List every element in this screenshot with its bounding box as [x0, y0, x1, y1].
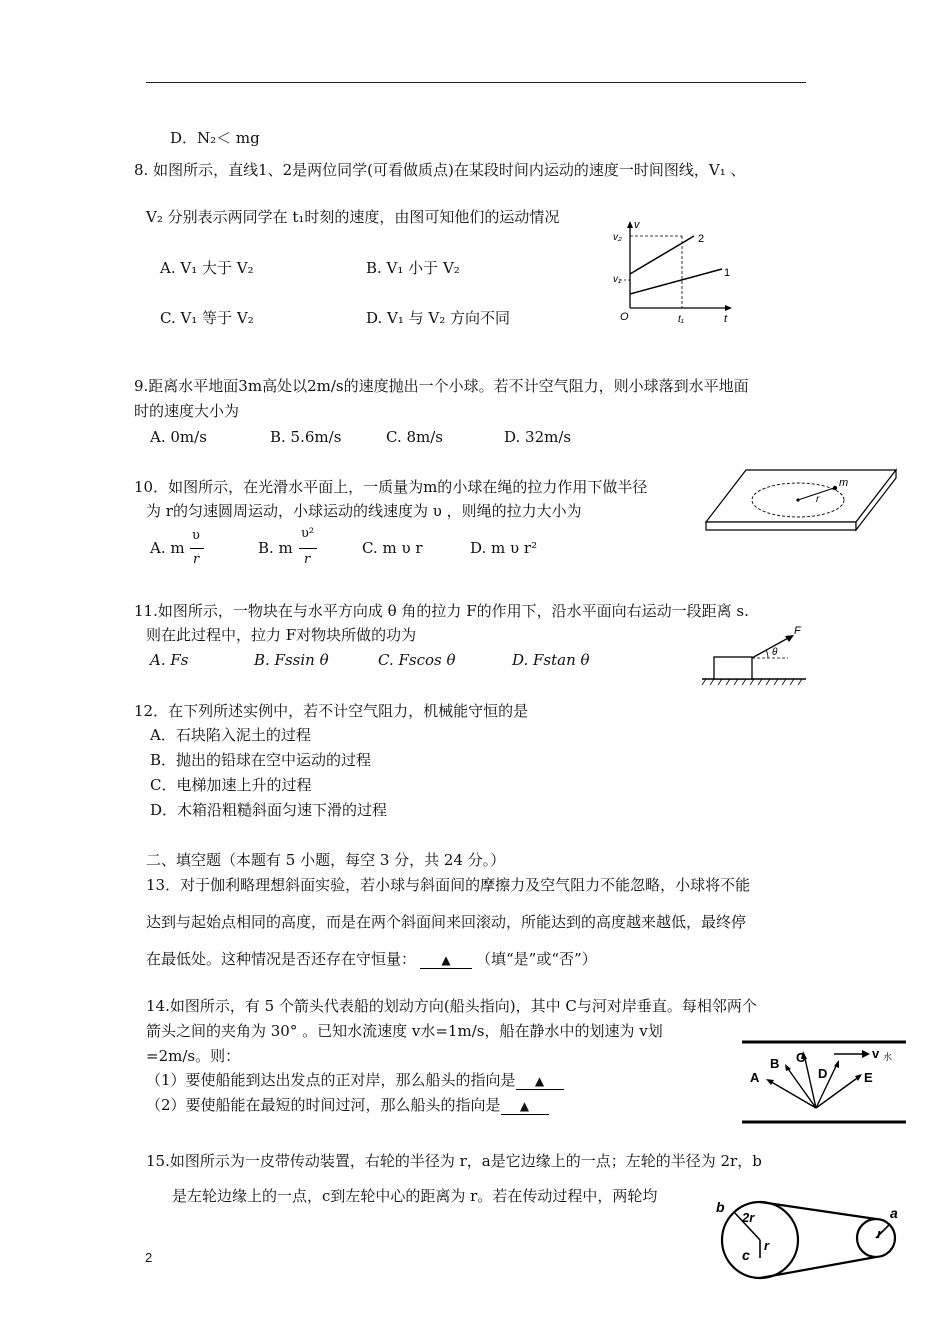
q8-vt-graph — [610, 218, 740, 328]
header-rule — [146, 82, 806, 83]
q11-option-b: B. Fssin θ — [254, 651, 329, 669]
q11-block-figure — [702, 624, 806, 688]
q10-option-a-den: r — [193, 552, 200, 567]
ground-hatch — [702, 679, 802, 685]
q13-line3-prefix: 在最低处。这种情况是否还存在守恒量： — [146, 950, 417, 968]
c-label: c — [742, 1247, 750, 1263]
q9-option-a: A. 0m/s — [150, 428, 207, 446]
q12-stem: 12．在下列所述实例中，若不计空气阻力，机械能守恒的是 — [134, 702, 529, 720]
q13-line1: 13．对于伽利略理想斜面实验，若小球与斜面间的摩擦力及空气阻力不能忽略，小球将不能 — [146, 876, 751, 894]
r-label: r — [816, 494, 820, 505]
q8-option-a: A. V₁ 大于 V₂ — [160, 259, 254, 277]
a-label: a — [890, 1205, 898, 1221]
q15-line1: 15.如图所示为一皮带传动装置，右轮的半径为 r，a是它边缘上的一点；左轮的半径为 2r，b — [146, 1152, 762, 1170]
theta-arc — [766, 650, 768, 658]
q11-option-c: C. Fscos θ — [378, 651, 456, 669]
q12-option-b: B．抛出的铅球在空中运动的过程 — [150, 751, 372, 769]
q13-line2: 达到与起始点相同的高度，而是在两个斜面间来回滚动，所能达到的高度越来越低，最终停 — [146, 913, 747, 931]
q13-answer-blank[interactable]: ▲ — [420, 952, 472, 969]
t1-label: t₁ — [678, 314, 684, 325]
t-axis-arrow — [725, 305, 732, 311]
q14-sub2-text: （2）要使船能在最短的时间过河，那么船头的指向是 — [146, 1096, 501, 1114]
force-line — [752, 637, 790, 658]
q8-option-c: C. V₁ 等于 V₂ — [160, 309, 254, 327]
q10-option-a-num: υ — [192, 528, 200, 543]
label-b: B — [770, 1056, 780, 1071]
section-2-heading: 二、填空题（本题有 5 小题，每空 3 分，共 24 分。） — [146, 851, 506, 869]
two-r-label: 2r — [742, 1210, 755, 1225]
q14-line3: =2m/s。则： — [146, 1047, 241, 1065]
q10-option-a-prefix: A. m — [150, 539, 185, 557]
r-right-label: r — [877, 1226, 883, 1241]
q12-option-c: C．电梯加速上升的过程 — [150, 776, 312, 794]
t-label: t — [724, 313, 728, 325]
belt-top — [760, 1202, 876, 1219]
q8-option-d: D. V₁ 与 V₂ 方向不同 — [366, 309, 511, 327]
v-axis-arrow — [627, 221, 633, 228]
line1-label: 1 — [724, 267, 731, 279]
q12-option-d: D．木箱沿粗糙斜面匀速下滑的过程 — [150, 801, 388, 819]
q11-option-a: A. Fs — [150, 651, 189, 669]
line-1 — [630, 269, 722, 294]
q12-option-a: A．石块陷入泥土的过程 — [150, 726, 311, 744]
label-d: D — [818, 1066, 828, 1081]
q9-option-c: C. 8m/s — [386, 428, 443, 446]
v1-label: v₁ — [613, 274, 622, 285]
current-arrowhead — [862, 1050, 870, 1058]
label-a: A — [750, 1070, 760, 1085]
q14-boat-figure — [742, 1040, 906, 1126]
arrowhead-d — [834, 1060, 839, 1068]
q7-option-d: D．N₂＜ mg — [170, 129, 260, 147]
q10-option-c: C. m υ r — [362, 539, 423, 557]
m-label: m — [839, 477, 849, 489]
q14-line1: 14.如图所示，有 5 个箭头代表船的划动方向(船头指向)，其中 C与河对岸垂直。每相邻两个 — [146, 997, 757, 1015]
q9-option-b: B. 5.6m/s — [270, 428, 342, 446]
line-2 — [630, 236, 694, 274]
q9-stem-line1: 9.距离水平地面3m高处以2m/s的速度抛出一个小球。若不计空气阻力，则小球落到水平地面 — [134, 377, 749, 395]
q8-stem-line2: V₂ 分别表示两同学在 t₁时刻的速度，由图可知他们的运动情况 — [146, 208, 560, 226]
q14-sub2-blank[interactable]: ▲ — [501, 1098, 549, 1115]
q14-sub2 — [146, 1095, 549, 1115]
current-sub-label: 水 — [883, 1052, 893, 1062]
r-left-label: r — [764, 1238, 770, 1253]
q13-line3 — [146, 949, 597, 969]
belt-bottom — [760, 1257, 876, 1278]
q10-stem-line2: 为 r的匀速圆周运动，小球运动的线速度为 υ ，则绳的拉力大小为 — [146, 502, 582, 520]
page-number: 2 — [145, 1250, 153, 1265]
q11-option-d: D. Fstan θ — [512, 651, 590, 669]
v-label: v — [634, 219, 640, 231]
q14-sub1-blank[interactable]: ▲ — [516, 1073, 564, 1090]
q8-stem-line1: 8. 如图所示，直线1、2是两位同学(可看做质点)在某段时间内运动的速度一时间图线，V₁ 、 — [134, 161, 746, 179]
arrowhead-b — [785, 1064, 791, 1071]
q10-circle-figure — [706, 462, 906, 534]
plane-front — [706, 522, 856, 530]
b-label: b — [716, 1199, 725, 1215]
line2-label: 2 — [698, 233, 705, 245]
q9-option-d: D. 32m/s — [504, 428, 572, 446]
f-label: F — [794, 625, 801, 637]
label-c: C — [796, 1050, 806, 1065]
q11-stem-line1: 11.如图所示，一物块在与水平方向成 θ 角的拉力 F的作用下，沿水平面向右运动一段距离 s. — [134, 602, 749, 620]
arrow-a — [768, 1080, 816, 1108]
q14-sub1-text: （1）要使船能到达出发点的正对岸，那么船头的指向是 — [146, 1071, 516, 1089]
q13-line3-suffix: （填“是”或“否”） — [476, 950, 597, 968]
v2-label: v₂ — [613, 232, 622, 243]
q10-option-b-den: r — [304, 552, 311, 567]
origin-label: O — [620, 311, 629, 323]
q10-stem-line1: 10．如图所示，在光滑水平面上，一质量为m的小球在绳的拉力作用下做半径 — [134, 478, 648, 496]
q10-option-d: D. m υ r² — [470, 539, 538, 557]
q15-belt-figure — [712, 1196, 908, 1282]
current-label: v — [872, 1046, 880, 1061]
label-e: E — [864, 1070, 873, 1085]
q10-option-b-bar — [299, 548, 317, 549]
q14-line2: 箭头之间的夹角为 30° 。已知水流速度 v水=1m/s，船在静水中的划速为 v划 — [146, 1022, 663, 1040]
arrowhead-a — [766, 1079, 774, 1085]
q9-stem-line2: 时的速度大小为 — [134, 402, 240, 420]
ball — [833, 486, 837, 490]
q10-option-b-num: υ² — [301, 526, 315, 541]
theta-label: θ — [772, 647, 778, 658]
q8-option-b: B. V₁ 小于 V₂ — [366, 259, 460, 277]
q15-line2: 是左轮边缘上的一点，c到左轮中心的距离为 r。若在传动过程中，两轮均 — [172, 1187, 658, 1205]
q14-sub1 — [146, 1070, 564, 1090]
q10-option-b-prefix: B. m — [258, 539, 293, 557]
arrowhead-e — [855, 1074, 862, 1081]
q11-stem-line2: 则在此过程中，拉力 F对物块所做的功为 — [146, 626, 417, 644]
block — [714, 657, 752, 679]
q10-option-a-bar — [190, 548, 204, 549]
